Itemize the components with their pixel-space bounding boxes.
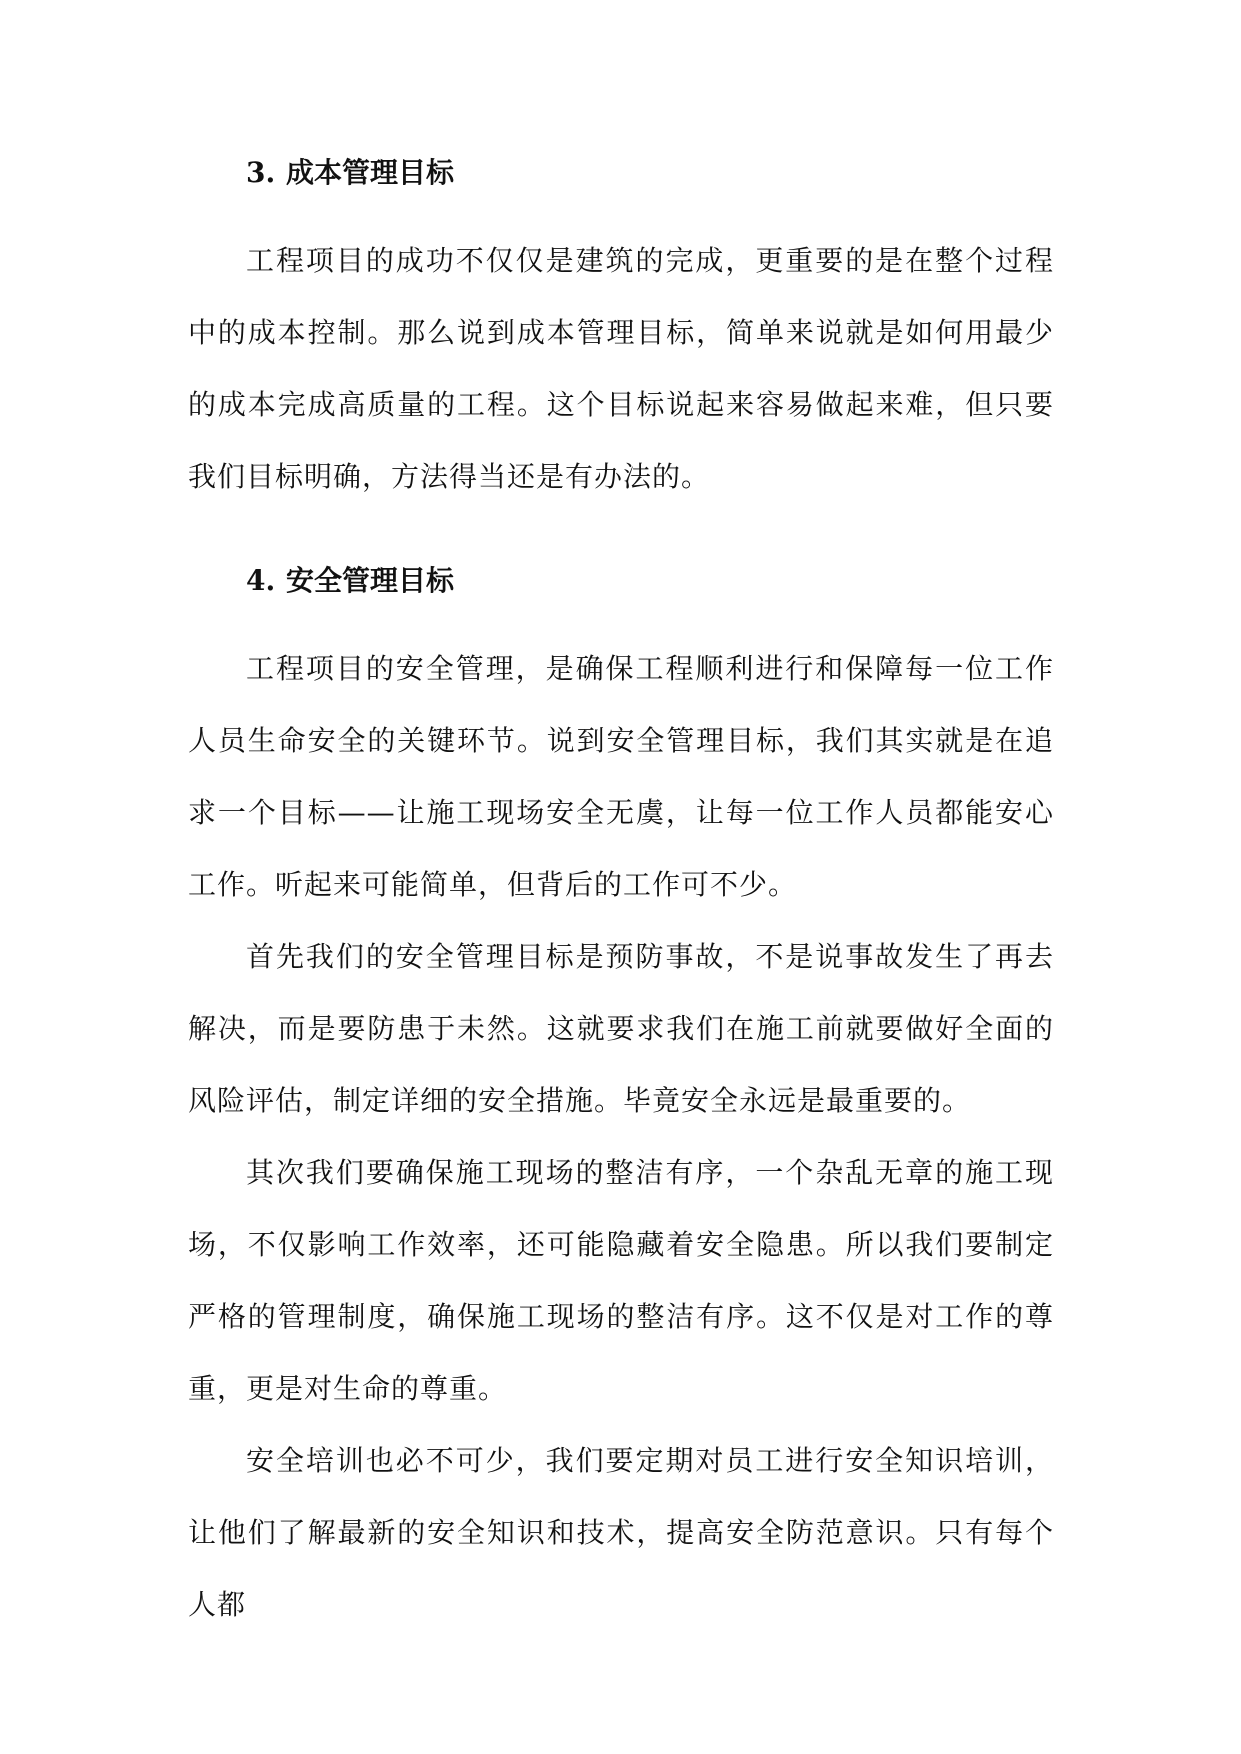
section-number: 4. bbox=[246, 564, 276, 597]
paragraph: 安全培训也必不可少，我们要定期对员工进行安全知识培训，让他们了解最新的安全知识和技术，提高安全防范意识。只有每个人都 bbox=[188, 1444, 1054, 1621]
section-title: 成本管理目标 bbox=[286, 156, 455, 189]
section-heading-cost bbox=[188, 143, 1054, 203]
paragraph: 其次我们要确保施工现场的整洁有序，一个杂乱无章的施工现场，不仅影响工作效率，还可能隐藏着安全隐患。所以我们要制定严格的管理制度，确保施工现场的整洁有序。这不仅是对工作的尊重，更是对生命的尊重。 bbox=[188, 1156, 1054, 1405]
section-title: 安全管理目标 bbox=[286, 564, 455, 597]
paragraph: 工程项目的安全管理，是确保工程顺利进行和保障每一位工作人员生命安全的关键环节。说到安全管理目标，我们其实就是在追求一个目标——让施工现场安全无虞，让每一位工作人员都能安心工作。听起来可能简单，但背后的工作可不少。 bbox=[188, 652, 1054, 901]
section-number: 3. bbox=[246, 156, 276, 189]
paragraph: 工程项目的成功不仅仅是建筑的完成，更重要的是在整个过程中的成本控制。那么说到成本管理目标，简单来说就是如何用最少的成本完成高质量的工程。这个目标说起来容易做起来难，但只要我们目标明确，方法得当还是有办法的。 bbox=[188, 244, 1054, 493]
paragraph: 首先我们的安全管理目标是预防事故，不是说事故发生了再去解决，而是要防患于未然。这就要求我们在施工前就要做好全面的风险评估，制定详细的安全措施。毕竟安全永远是最重要的。 bbox=[188, 940, 1054, 1117]
section-heading-safety bbox=[188, 551, 1054, 611]
document-body bbox=[188, 143, 1054, 1641]
